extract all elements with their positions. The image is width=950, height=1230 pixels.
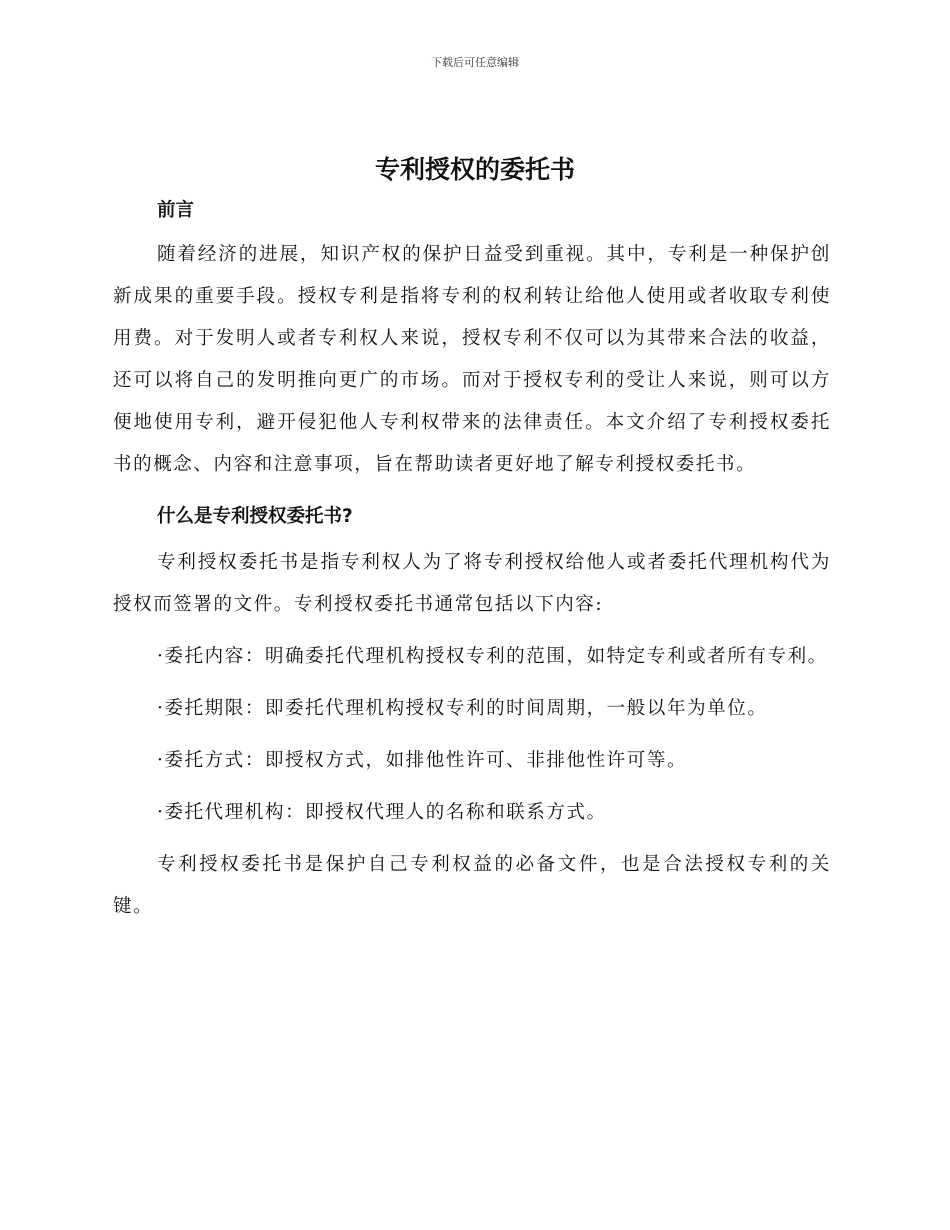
- definition-paragraph: 专利授权委托书是指专利权人为了将专利授权给他人或者委托代理机构代为授权而签署的文件。专利授权委托书通常包括以下内容:: [113, 552, 831, 615]
- page-header-note: 下载后可任意编辑: [431, 56, 519, 69]
- preface-paragraph: 随着经济的进展，知识产权的保护日益受到重视。其中，专利是一种保护创新成果的重要手段。授权专利是指将专利的权利转让给他人使用或者收取专利使用费。对于发明人或者专利权人来说，授权专利不仅可以为其带来合法的收益，还可以将自己的发明推向更广的市场。而对于授权专利的受让人来说，则可以方便地使用专利，避开侵犯他人专利权带来的法律责任。本文介绍了专利授权委托书的概念、内容和注意事项，旨在帮助读者更好地了解专利授权委托书。: [113, 244, 831, 475]
- bullet-item-method: ·委托方式：即授权方式，如排他性许可、非排他性许可等。: [157, 750, 688, 771]
- section-heading-preface: 前言: [157, 200, 195, 221]
- bullet-item-content: ·委托内容：明确委托代理机构授权专利的范围，如特定专利或者所有专利。: [157, 646, 828, 667]
- document-title: 专利授权的委托书: [374, 155, 575, 184]
- section-heading-what-is: 什么是专利授权委托书?: [157, 506, 353, 527]
- document-body: [113, 194, 831, 928]
- bullet-item-agency: ·委托代理机构：即授权代理人的名称和联系方式。: [157, 802, 607, 823]
- bullet-item-term: ·委托期限：即委托代理机构授权专利的时间周期，一般以年为单位。: [157, 698, 768, 719]
- closing-paragraph: 专利授权委托书是保护自己专利权益的必备文件，也是合法授权专利的关键。: [113, 854, 831, 917]
